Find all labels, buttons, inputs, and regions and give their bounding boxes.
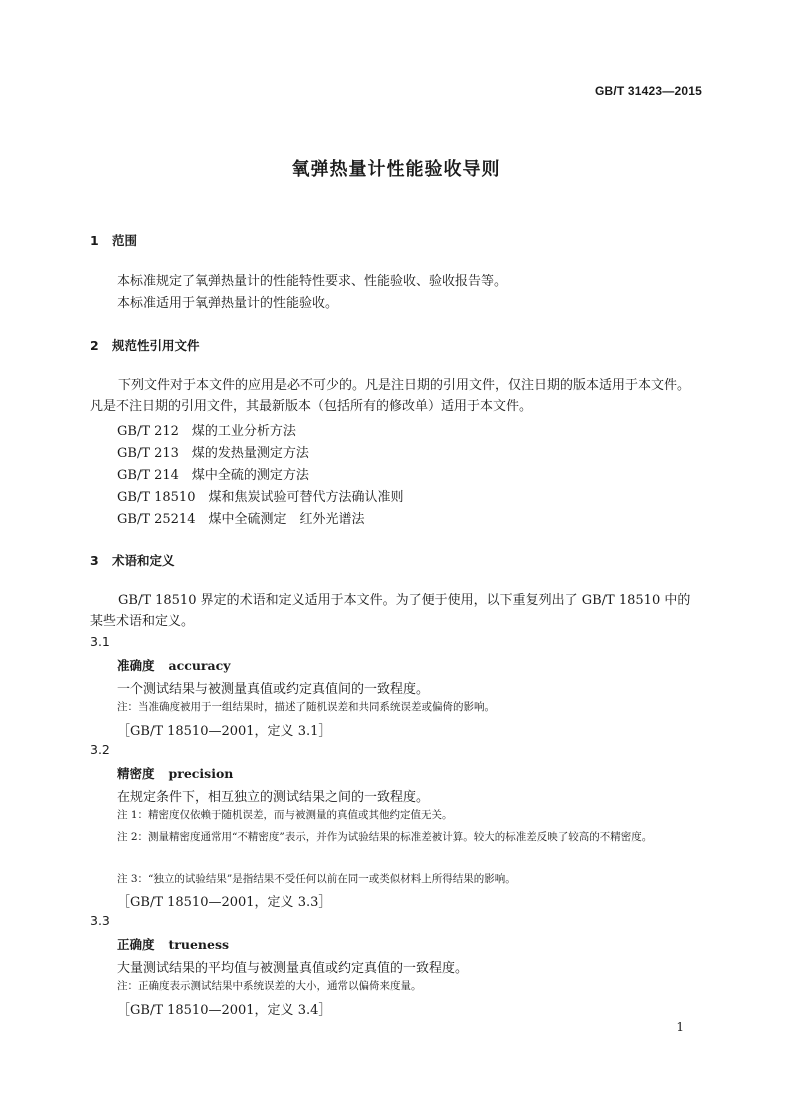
section-title: 术语和定义 — [112, 553, 175, 568]
reference-item: GB/T 213 煤的发热量测定方法 — [117, 446, 309, 461]
term-source: ［GB/T 18510—2001，定义 3.1］ — [117, 724, 332, 739]
section-number: 1 — [90, 233, 99, 248]
reference-item: GB/T 214 煤中全硫的测定方法 — [117, 468, 309, 483]
term-name-en: accuracy — [168, 658, 231, 673]
section-title: 规范性引用文件 — [112, 338, 200, 353]
note: 注 3：“独立的试验结果”是指结果不受任何以前在同一或类似材料上所得结果的影响。 — [117, 873, 516, 885]
term-name-en: precision — [168, 766, 234, 781]
note: 注：正确度表示测试结果中系统误差的大小，通常以偏倚来度量。 — [117, 980, 422, 992]
paragraph: 下列文件对于本文件的应用是必不可少的。凡是注日期的引用文件，仅注日期的版本适用于本文件。凡是不注日期的引用文件，其最新版本（包括所有的修改单）适用于本文件。 — [90, 378, 691, 414]
section-number: 3 — [90, 553, 99, 568]
page-number: 1 — [676, 1020, 684, 1034]
section-1-heading — [90, 231, 137, 249]
note: 注 1：精密度仅依赖于随机误差，而与被测量的真值或其他约定值无关。 — [117, 809, 453, 821]
paragraph: 本标准适用于氧弹热量计的性能验收。 — [117, 296, 339, 311]
term-name-zh: 准确度 — [117, 658, 155, 673]
term-source: ［GB/T 18510—2001，定义 3.3］ — [117, 895, 332, 910]
section-3-heading — [90, 551, 175, 569]
reference-item: GB/T 212 煤的工业分析方法 — [117, 424, 296, 439]
document-title: 氧弹热量计性能验收导则 — [291, 159, 501, 180]
standard-number: GB/T 31423—2015 — [594, 84, 702, 98]
note: 注：当准确度被用于一组结果时，描述了随机误差和共同系统误差或偏倚的影响。 — [117, 701, 495, 713]
reference-item: GB/T 18510 煤和焦炭试验可替代方法确认准则 — [117, 490, 404, 505]
term-name — [117, 656, 231, 674]
term-name-zh: 精密度 — [117, 766, 155, 781]
term-number: 3.3 — [90, 913, 110, 928]
term-number: 3.2 — [90, 742, 110, 757]
term-source: ［GB/T 18510—2001，定义 3.4］ — [117, 1003, 332, 1018]
term-name-zh: 正确度 — [117, 937, 155, 952]
term-name — [117, 935, 229, 953]
term-number: 3.1 — [90, 634, 110, 649]
section-title: 范围 — [112, 233, 138, 248]
term-definition: 大量测试结果的平均值与被测量真值或约定真值的一致程度。 — [117, 961, 469, 976]
term-name-en: trueness — [168, 937, 230, 952]
term-definition: 在规定条件下，相互独立的测试结果之间的一致程度。 — [117, 790, 430, 805]
section-2-heading — [90, 336, 200, 354]
term-definition: 一个测试结果与被测量真值或约定真值间的一致程度。 — [117, 682, 430, 697]
paragraph: 本标准规定了氧弹热量计的性能特性要求、性能验收、验收报告等。 — [117, 274, 508, 289]
paragraph: GB/T 18510 界定的术语和定义适用于本文件。为了便于使用，以下重复列出了 GB/T 18510 中的某些术语和定义。 — [90, 593, 691, 629]
reference-item: GB/T 25214 煤中全硫测定 红外光谱法 — [117, 512, 365, 527]
section-number: 2 — [90, 338, 99, 353]
note: 注 2：测量精密度通常用“不精密度”表示，并作为试验结果的标准差被计算。较大的标准差反映了较高的不精密度。 — [117, 831, 653, 843]
term-name — [117, 764, 233, 782]
